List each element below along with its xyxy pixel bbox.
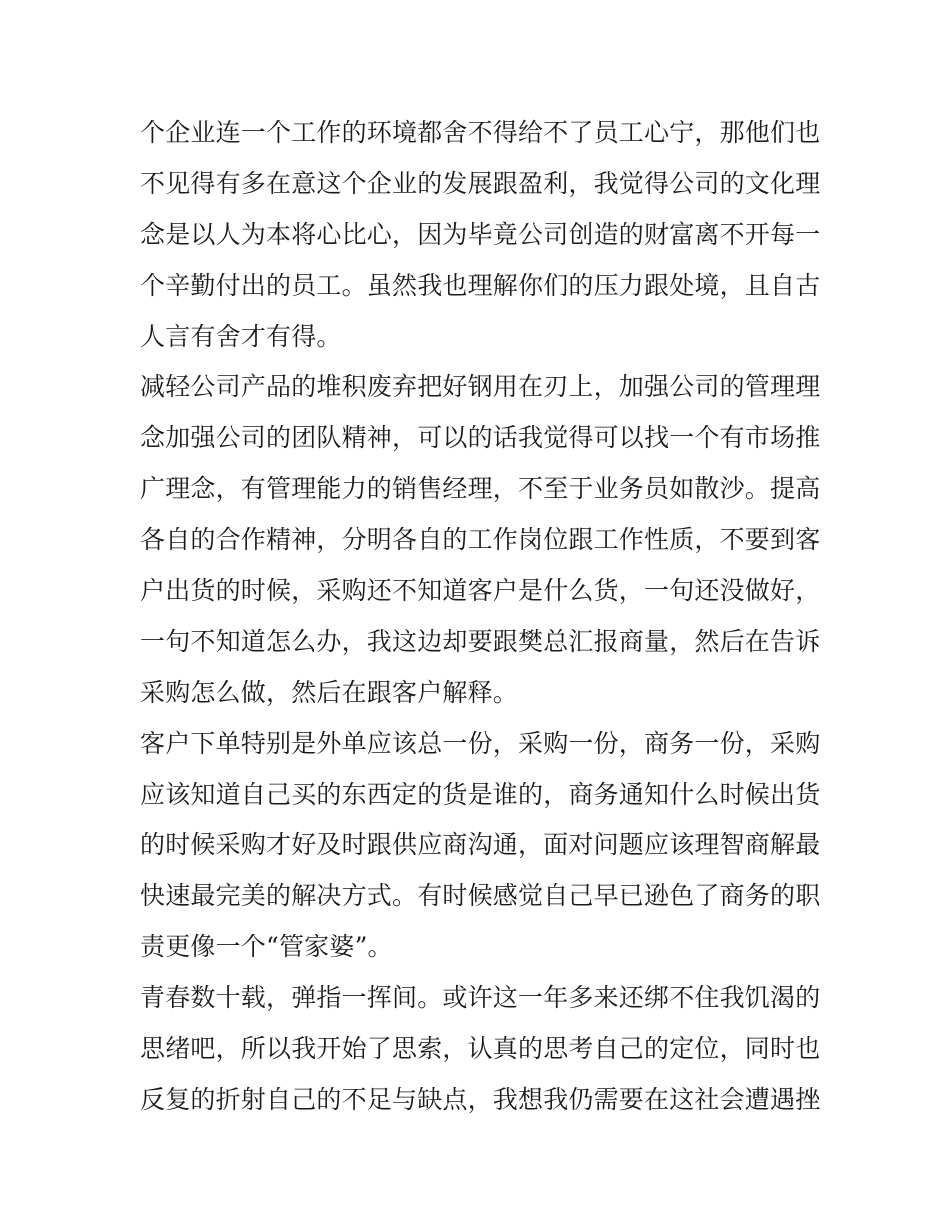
text-line: 各自的合作精神，分明各自的工作岗位跟工作性质，不要到客	[140, 525, 820, 555]
text-line: 责更像一个“管家婆”。	[140, 932, 393, 962]
text-line: 广理念，有管理能力的销售经理，不至于业务员如散沙。提高	[140, 474, 820, 504]
text-line: 客户下单特别是外单应该总一份，采购一份，商务一份，采购	[140, 728, 820, 758]
text-line: 人言有舍才有得。	[140, 321, 342, 351]
text-line: 减轻公司产品的堆积废弃把好钢用在刃上，加强公司的管理理	[140, 372, 820, 402]
text-line: 户出货的时候，采购还不知道客户是什么货，一句还没做好，	[140, 576, 820, 606]
text-line: 个企业连一个工作的环境都舍不得给不了员工心宁，那他们也	[140, 118, 820, 147]
text-line: 应该知道自己买的东西定的货是谁的，商务通知什么时候出货	[140, 779, 820, 809]
document-body	[140, 108, 820, 1126]
text-line: 念加强公司的团队精神，可以的话我觉得可以找一个有市场推	[140, 423, 820, 453]
text-line: 青春数十载，弹指一挥间。或许这一年多来还绑不住我饥渴的	[140, 983, 820, 1013]
text-line: 个辛勤付出的员工。虽然我也理解你们的压力跟处境，且自古	[140, 270, 820, 300]
text-line: 的时候采购才好及时跟供应商沟通，面对问题应该理智商解最	[140, 830, 820, 860]
text-line: 思绪吧，所以我开始了思索，认真的思考自己的定位，同时也	[140, 1034, 820, 1064]
text-line: 念是以人为本将心比心，因为毕竟公司创造的财富离不开每一	[140, 219, 820, 249]
text-line: 采购怎么做，然后在跟客户解释。	[140, 677, 519, 707]
text-line: 反复的折射自己的不足与缺点，我想我仍需要在这社会遭遇挫	[140, 1084, 820, 1114]
text-line: 快速最完美的解决方式。有时候感觉自己早已逊色了商务的职	[140, 881, 820, 911]
text-line: 不见得有多在意这个企业的发展跟盈利，我觉得公司的文化理	[140, 168, 820, 198]
text-line: 一句不知道怎么办，我这边却要跟樊总汇报商量，然后在告诉	[140, 626, 820, 656]
